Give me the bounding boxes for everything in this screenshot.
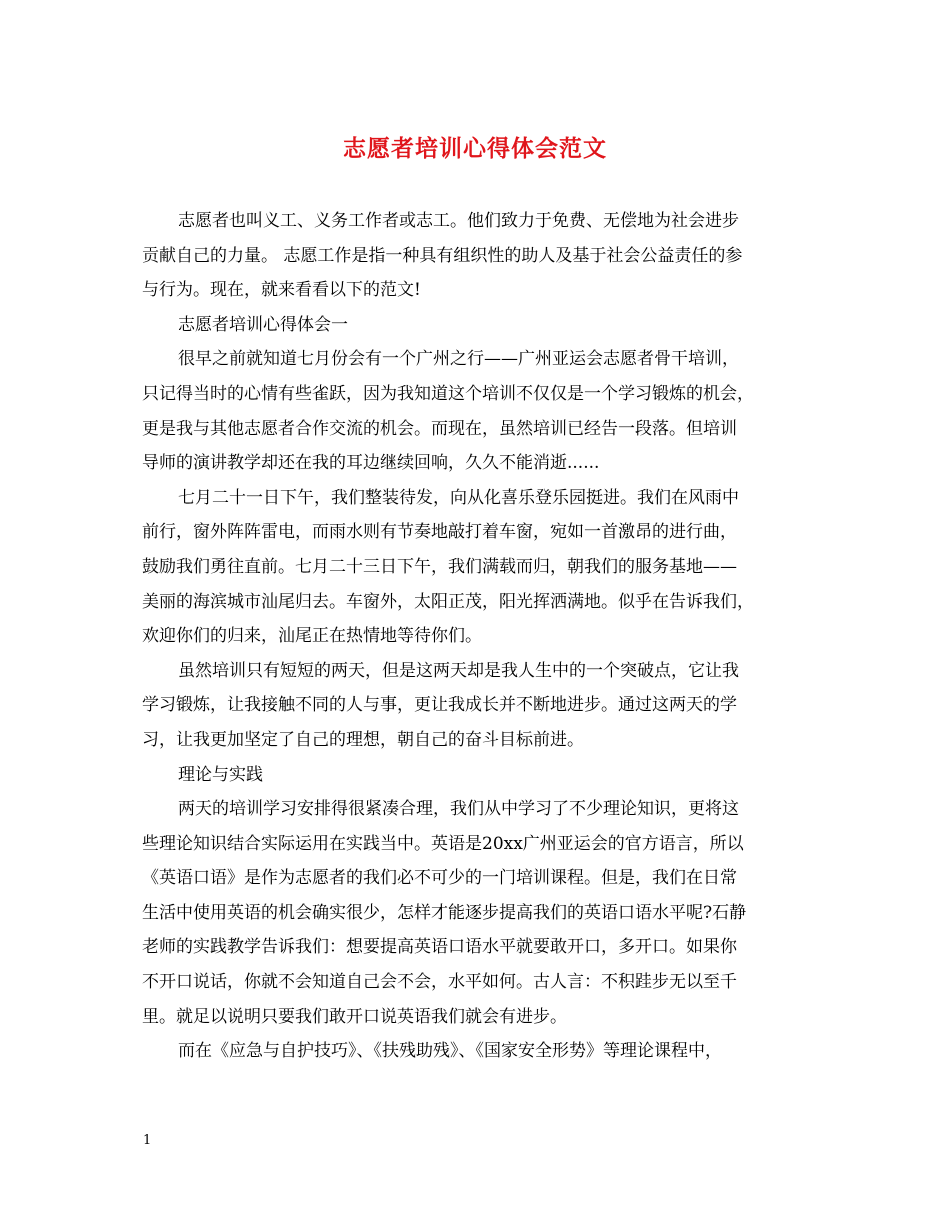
section-heading: 理论与实践: [178, 764, 263, 785]
paragraph-line: 生活中使用英语的机会确实很少，怎样才能逐步提高我们的英语口语水平呢?石静: [142, 902, 747, 923]
paragraph-line: 七月二十一日下午，我们整装待发，向从化喜乐登乐园挺进。我们在风雨中: [178, 487, 739, 508]
paragraph-line: 习，让我更加坚定了自己的理想，朝自己的奋斗目标前进。: [142, 729, 584, 750]
paragraph-line: 虽然培训只有短短的两天，但是这两天却是我人生中的一个突破点，它让我: [178, 660, 739, 681]
paragraph-line: 前行，窗外阵阵雷电，而雨水则有节奏地敲打着车窗，宛如一首激昂的进行曲，: [142, 522, 737, 543]
paragraph-line: 贡献自己的力量。 志愿工作是指一种具有组织性的助人及基于社会公益责任的参: [142, 245, 743, 266]
paragraph-line: 《英语口语》是作为志愿者的我们必不可少的一门培训课程。但是，我们在日常: [142, 868, 737, 889]
paragraph-line: 导师的演讲教学却还在我的耳边继续回响，久久不能消逝......: [142, 453, 600, 474]
paragraph-line: 老师的实践教学告诉我们：想要提高英语口语水平就要敢开口，多开口。如果你: [142, 937, 737, 958]
document-body: [142, 204, 822, 1069]
paragraph-line: 欢迎你们的归来，汕尾正在热情地等待你们。: [142, 626, 482, 647]
paragraph-line: 里。就足以说明只要我们敢开口说英语我们就会有进步。: [142, 1006, 567, 1027]
paragraph-line: 两天的培训学习安排得很紧凑合理，我们从中学习了不少理论知识，更将这: [178, 799, 739, 820]
document-title: 志愿者培训心得体会范文: [343, 135, 607, 162]
paragraph-line: 与行为。现在，就来看看以下的范文!: [142, 280, 421, 301]
paragraph-line: 鼓励我们勇往直前。七月二十三日下午，我们满载而归，朝我们的服务基地——: [142, 556, 737, 577]
paragraph-line: 不开口说话，你就不会知道自己会不会，水平如何。古人言：不积跬步无以至千: [142, 972, 737, 993]
paragraph-line: 而在《应急与自护技巧》、《扶残助残》、《国家安全形势》等理论课程中，: [178, 1041, 722, 1062]
page-number: 1: [143, 1133, 152, 1148]
paragraph-line: 志愿者也叫义工、义务工作者或志工。他们致力于免费、无偿地为社会进步: [178, 211, 739, 231]
paragraph-line: 美丽的海滨城市汕尾归去。车窗外，太阳正茂，阳光挥洒满地。似乎在告诉我们，: [142, 591, 754, 612]
paragraph-line: 学习锻炼，让我接触不同的人与事，更让我成长并不断地进步。通过这两天的学: [142, 695, 737, 716]
section-heading: 志愿者培训心得体会一: [178, 314, 348, 335]
paragraph-line: 只记得当时的心情有些雀跃，因为我知道这个培训不仅仅是一个学习锻炼的机会，: [142, 383, 754, 404]
paragraph-line: 更是我与其他志愿者合作交流的机会。而现在，虽然培训已经告一段落。但培训: [142, 418, 737, 439]
paragraph-line: 很早之前就知道七月份会有一个广州之行——广州亚运会志愿者骨干培训，: [178, 349, 739, 370]
paragraph-line: 些理论知识结合实际运用在实践当中。英语是20xx广州亚运会的官方语言，所以: [142, 833, 744, 854]
